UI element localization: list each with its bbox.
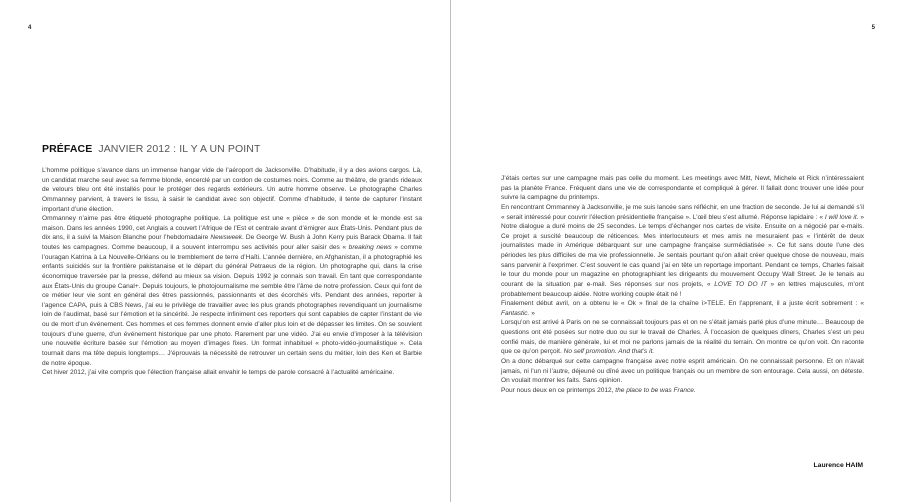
right-page (451, 0, 900, 502)
text: Ommanney n’aime pas être étiqueté photographe politique. La politique est une « pièce » de son monde et le monde est sa maison. Dans les années 1990, cet Anglais a couvert l’Afrique de l’Est et centrale avant d’émigrer aux États-Unis. Pendant plus de dix ans, il a suivi la Maison Blanche pour l’hebdomadaire (42, 215, 422, 242)
italic-text: No self promotion. And that’s it. (563, 348, 655, 356)
title-subtitle: JANVIER 2012 : IL Y A UN POINT (98, 143, 261, 155)
italic-text: Fantastic. (501, 309, 530, 317)
text: Finalement début avril, on a obtenu le « Ok » final de la chaîne i>TELE. En l’apprenant, il a juste écrit sobrement : « (501, 300, 864, 308)
paragraph (501, 299, 864, 318)
title-label: PRÉFACE (42, 143, 93, 155)
italic-text: I will love it. (824, 213, 859, 221)
left-body-text (42, 166, 422, 378)
paragraph (42, 368, 422, 378)
italic-text: breaking news (348, 244, 392, 251)
text: L’homme politique s’avance dans un immense hangar vide de l’aéroport de Jacksonville. D’habitude, il y a des avions cargos. Là, un candidat marche seul avec sa femme blonde, encerclé par un cordon de costumes noirs. Comme au théâtre, de grands rideaux de velours bleu ont été installés pour le protéger des regards extérieurs. Un autre homme observe. Le photographe Charles Ommanney parvient, à travers le tissu, à saisir le candidat avec son objectif. Comme d’habitude, il tente de capturer l’instant important d’une élection. (42, 167, 422, 213)
text: En rencontrant Ommanney à Jacksonville, je me suis lancée sans réfléchir, en une fraction de seconde. Je lui ai demandé s’il « serait intéressé pour couvrir l’élection présidentielle française ». L’œil bleu s’est allumé. Réponse lapidaire : « (501, 203, 864, 221)
text: . De George W. Bush à John Kerry puis Barack Obama. Il fait toutes les campagnes. Comme beaucoup, il a souvent interrompu ses activités pour aller saisir des « (42, 234, 423, 251)
text: Pour nous deux en ce printemps 2012, (501, 386, 616, 394)
text: Cet hiver 2012, j’ai vite compris que l’élection française allait envahir le temps de parole consacré à l’actualité américaine. (42, 369, 395, 377)
text: On a donc débarqué sur cette campagne française avec notre esprit américain. On ne connaissait personne. Et on n’avait jamais, ni l’un ni l’autre, déjeuné ou dîné avec un politique français ou un membre de son entourage. Cela aussi, on déteste. On voulait montrer les faits. Sans opinion. (501, 357, 864, 385)
page-number-right: 5 (871, 25, 875, 31)
paragraph (501, 357, 864, 386)
paragraph (501, 174, 864, 203)
page-number-left: 4 (28, 25, 32, 31)
paragraph (501, 386, 864, 396)
italic-text: Newsweek (210, 234, 242, 242)
paragraph (501, 203, 864, 299)
paragraph (501, 318, 864, 357)
text: Lorsqu’on est arrivé à Paris on ne se connaissait toujours pas et on ne s’était jamais parlé plus d’une minute… Beaucoup de questions ont été posées sur notre duo ou sur le travail de Charles. À l’occasion de quelques dîners, Charles s’est un peu confié mais, de manière générale, lui et moi ne parlons jamais de la réalité du terrain. On montre ce qu’on voit. On raconte que ce qu’on perçoit. (501, 319, 864, 356)
right-body-text (501, 174, 864, 395)
italic-text: the place to be was France. (615, 386, 696, 394)
text: » en lettres majuscules, m’ont probablement beaucoup aidée. Notre working couple était né ! (501, 280, 864, 298)
page-title (42, 143, 260, 155)
italic-text: LOVE TO DO IT (714, 280, 767, 288)
paragraph (42, 214, 422, 368)
paragraph (42, 166, 422, 214)
text: J’étais certes sur une campagne mais pas celle du moment. Les meetings avec Mitt, Newt, Michele et Rick n’intéressaient pas la planète France. Fréquent dans une vie de correspondante et compliqué à gérer. Il fallait donc trouver une idée pour suivre la campagne du printemps. (501, 175, 864, 202)
author-signature: Laurence HAIM (813, 462, 863, 469)
text: » (529, 309, 535, 317)
text: » Notre dialogue a duré moins de 25 secondes. Le temps d’échanger nos cartes de visite. Ensuite on a négocié par e-mails. Ce projet a suscité beaucoup de réticences. Mes interlocuteurs et mes amis ne mesuraient pas « l’intérêt de deux journalistes made in Amérique débarquant sur une campagne française surmédiatisée ». Ce fut sans doute l’une des périodes les plus difficiles de ma vie professionnelle. Je sentais pourtant qu’on allait créer quelque chose de nouveau, mais sans parvenir à l’exprimer. C’est souvent le cas quand j’ai en tête un reportage important. Pendant ce temps, Charles faisait le tour du monde pour un magazine en photographiant les dirigeants du mouvement Occupy Wall Street. Je le tenais au courant de la situation par e-mail. Ses réponses sur nos projets, « (501, 213, 864, 288)
text: » comme l’ouragan Katrina à La Nouvelle-Orléans ou le tremblement de terre d’Haïti. L’année dernière, en Afghanistan, il a photographié les enfants suicidés sur la frontière pakistanaise et le départ du général Petraeus de la région. Un photographe qui, dans la crise économique traversée par la presse, défend au mieux sa vision. Depuis 1992 je connais son travail. En tant que correspondante aux États-Unis du groupe Canal+. Depuis toujours, le photojournalisme me semble être l’âme de notre profession. Ceux qui font de ce métier leur vie sont en général des êtres passionnés, passionnants et des écorchés vifs. Pendant des années, reporter à l’agence CAPA, puis à CBS News, j’ai eu le privilège de travailler avec les plus grands photographes revendiquant un journalisme loin de l’audimat, basé sur l’émotion et la sincérité. Je respecte infiniment ces reporters qui sont capables de capter l’instant de vie ou de mort d’un événement. Ces hommes et ces femmes donnent envie d’aller plus loin et de dépasser les limites. On se souvient toujours d’une guerre, d’un événement historique par une photo. Rarement par une vidéo. J’ai eu envie d’imposer à la télévision une nouvelle écriture basée sur l’émotion au moyen d’images fixes. Un format inhabituel « photo-vidéo-journalistique ». Cela tournait dans ma tête depuis longtemps… J’éprouvais la nécessité de retrouver un certain sens du métier, loin des Ken et Barbie de notre époque. (42, 244, 423, 367)
